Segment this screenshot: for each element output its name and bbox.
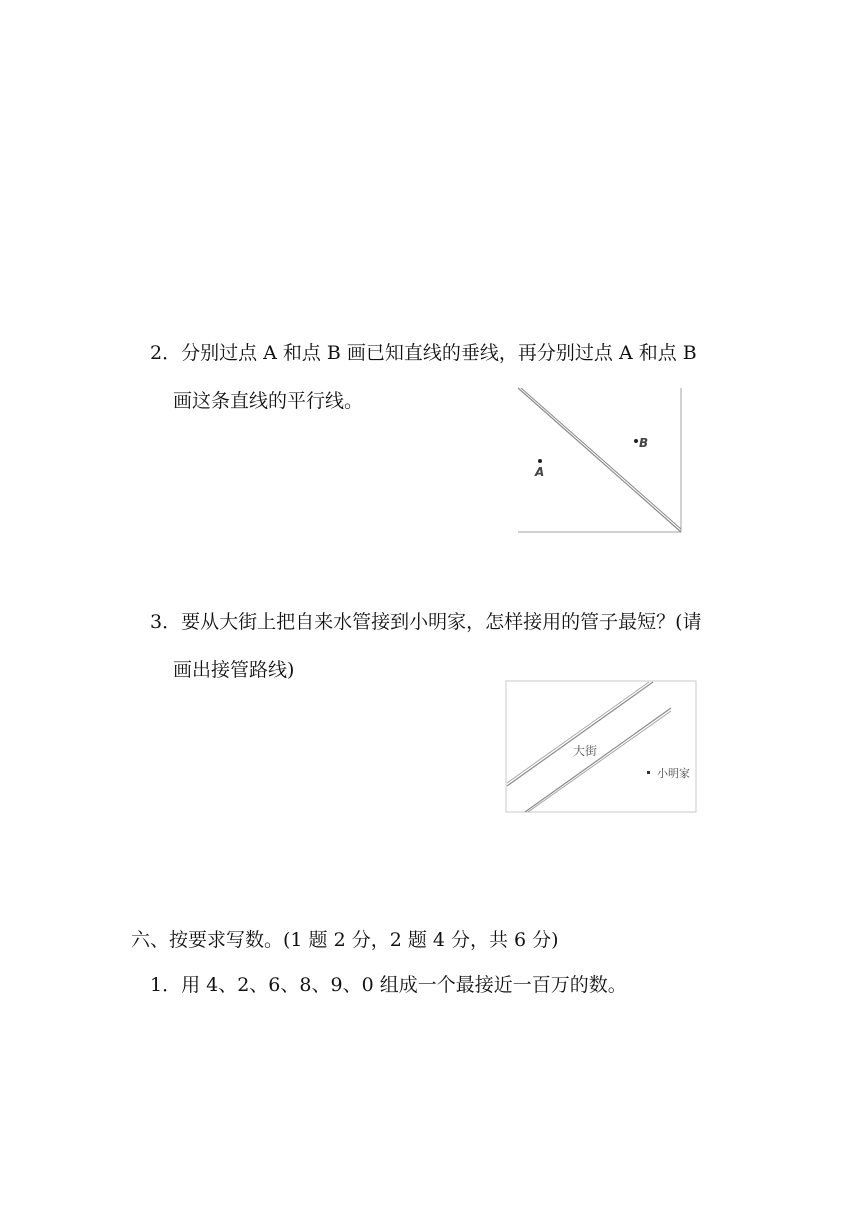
street-upper-edge [507, 682, 653, 786]
point-a-label: A [535, 465, 545, 479]
home-label: 小明家 [657, 767, 690, 780]
point-b-dot [634, 439, 638, 443]
question-2-figure-svg [512, 384, 688, 536]
section-6-heading: 六、按要求写数。(1 题 2 分，2 题 4 分，共 6 分) [131, 929, 559, 951]
street-upper-edge-shadow [507, 682, 649, 783]
question-3-figure [503, 678, 699, 816]
street-lower-edge [525, 708, 671, 812]
figure-2-frame [506, 681, 696, 812]
question-3-figure-svg [503, 678, 699, 816]
section-6-question-1: 1．用 4、2、6、8、9、0 组成一个最接近一百万的数。 [150, 974, 627, 996]
point-a-dot [538, 459, 542, 463]
home-point [647, 771, 650, 774]
question-3-text-line-2: 画出接管路线) [173, 659, 295, 681]
question-2-figure [512, 384, 688, 536]
given-line-shadow [521, 388, 681, 529]
question-3-text-line-1: 3．要从大街上把自来水管接到小明家，怎样接用的管子最短？(请 [150, 611, 702, 633]
point-b-label: B [639, 436, 649, 450]
street-label: 大街 [573, 744, 598, 758]
question-2-text-line-2: 画这条直线的平行线。 [173, 390, 364, 412]
question-2-text-line-1: 2．分别过点 A 和点 B 画已知直线的垂线，再分别过点 A 和点 B [150, 342, 697, 364]
given-line [518, 388, 681, 532]
street-lower-edge-shadow [528, 711, 671, 812]
